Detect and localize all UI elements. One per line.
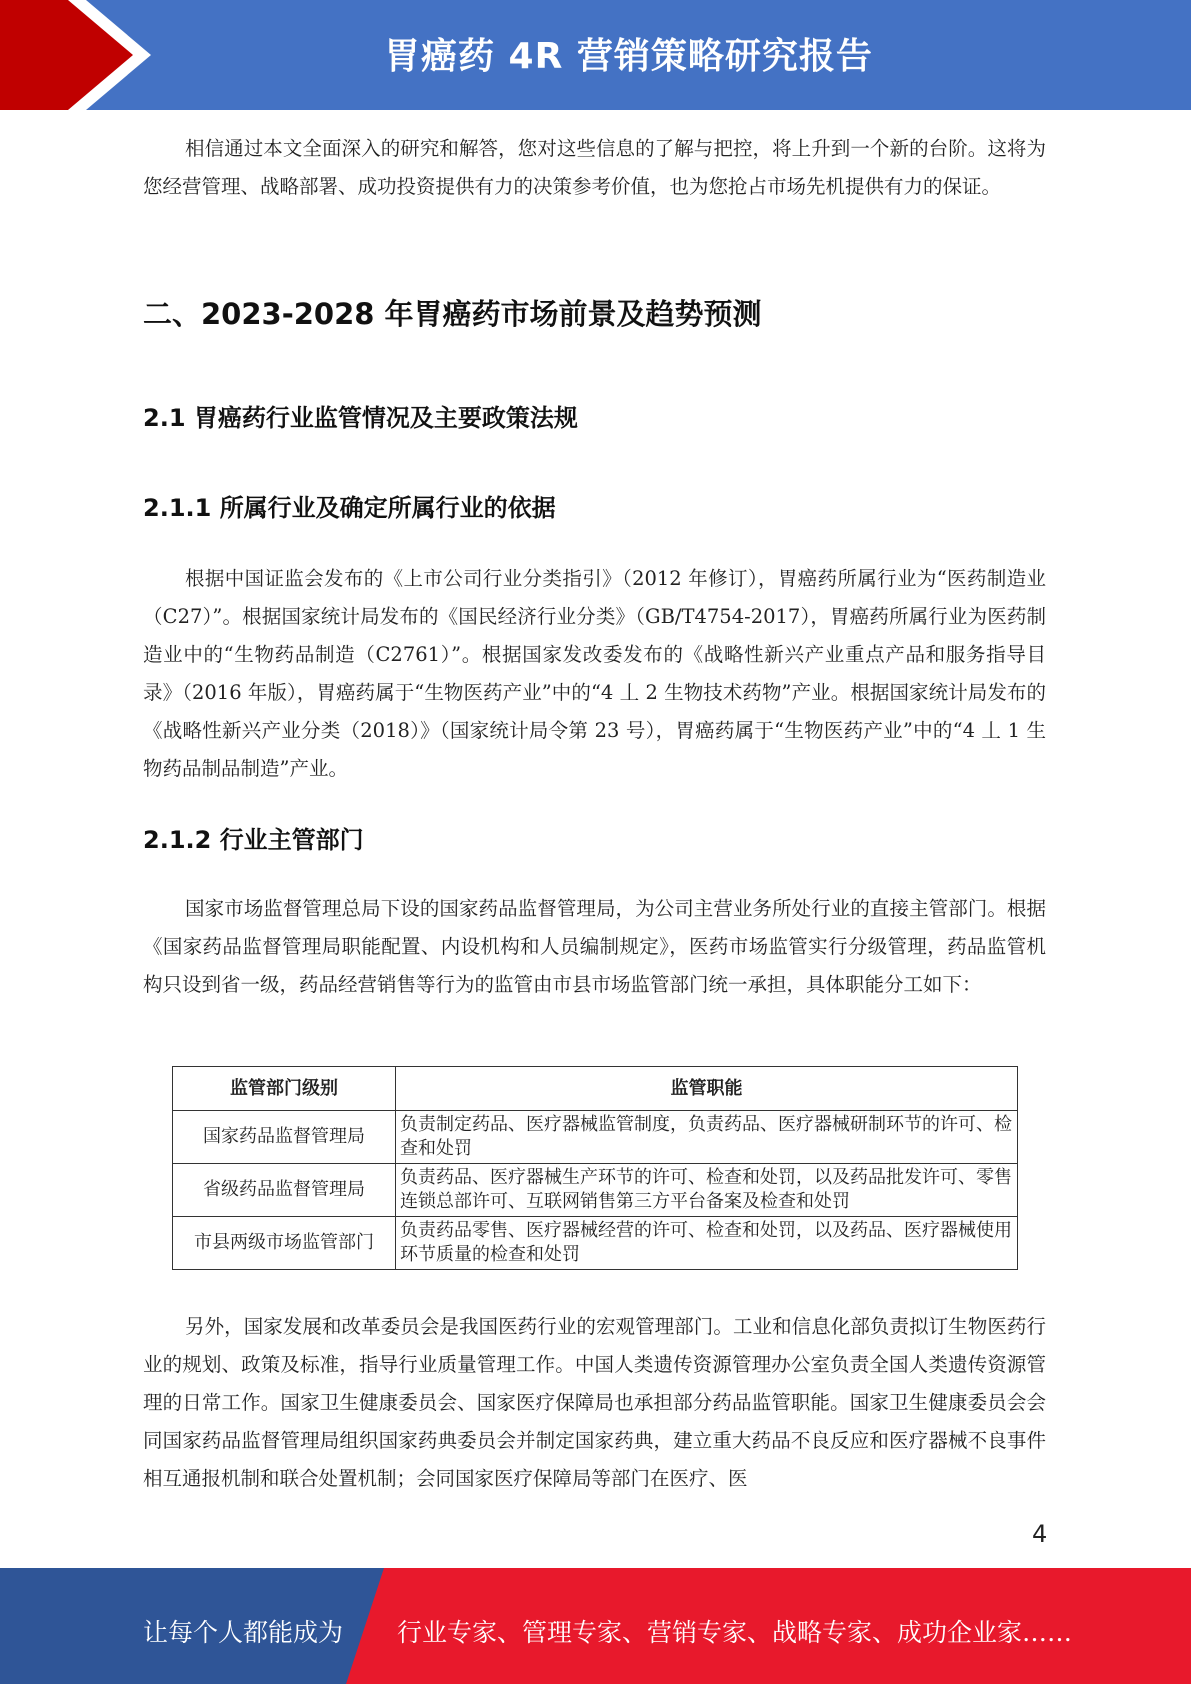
closing-paragraph: 另外，国家发展和改革委员会是我国医药行业的宏观管理部门。工业和信息化部负责拟订生物医药行业的规划、政策及标准，指导行业质量管理工作。中国人类遗传资源管理办公室负责全国人类遗传资源管理的日常工作。国家卫生健康委员会、国家医疗保障局也承担部分药品监管职能。国家卫生健康委员会会同国家药品监督管理局组织国家药典委员会并制定国家药典，建立重大药品不良反应和医疗器械不良事件相互通报机制和联合处置机制；会同国家医疗保障局等部门在医疗、医: [143, 1315, 1046, 1490]
page-number: 4: [1032, 1520, 1048, 1548]
table-cell-level: 国家药品监督管理局: [173, 1111, 396, 1164]
report-title: 胃癌药 4R 营销策略研究报告: [384, 36, 873, 77]
table-row: [173, 1217, 1018, 1270]
sub-heading-2-1-2: 2.1.2 行业主管部门: [143, 826, 364, 854]
table-cell-level: 省级药品监督管理局: [173, 1164, 396, 1217]
authority-block: [143, 890, 1046, 1004]
table-row: [173, 1111, 1018, 1164]
table-cell-function: 负责药品零售、医疗器械经营的许可、检查和处罚，以及药品、医疗器械使用环节质量的检查和处罚: [396, 1217, 1018, 1270]
sub-heading-2-1-1: 2.1.1 所属行业及确定所属行业的依据: [143, 494, 556, 522]
industry-basis-paragraph: 根据中国证监会发布的《上市公司行业分类指引》（2012 年修订），胃癌药所属行业为“医药制造业（C27）”。根据国家统计局发布的《国民经济行业分类》（GB/T4754-2017），胃癌药所属行业为医药制造业中的“生物药品制造（C2761）”。根据国家发改委发布的《战略性新兴产业重点产品和服务指导目录》（2016 年版），胃癌药属于“生物医药产业”中的“4 丄 2 生物技术药物”产业。根据国家统计局发布的《战略性新兴产业分类（2018）》（国家统计局令第 23 号），胃癌药属于“生物医药产业”中的“4 丄 1 生物药品制品制造”产业。: [143, 567, 1046, 780]
table-header-level: 监管部门级别: [173, 1067, 396, 1111]
industry-basis-block: [143, 560, 1046, 788]
authority-paragraph: 国家市场监督管理总局下设的国家药品监督管理局，为公司主营业务所处行业的直接主管部门。根据《国家药品监督管理局职能配置、内设机构和人员编制规定》，医药市场监管实行分级管理，药品监管机构只设到省一级，药品经营销售等行为的监管由市县市场监管部门统一承担，具体职能分工如下：: [143, 897, 1046, 996]
regulatory-table: [172, 1066, 1018, 1270]
closing-block: [143, 1308, 1046, 1498]
table-row: [173, 1164, 1018, 1217]
table-cell-function: 负责药品、医疗器械生产环节的许可、检查和处罚，以及药品批发许可、零售连锁总部许可、互联网销售第三方平台备案及检查和处罚: [396, 1164, 1018, 1217]
table-cell-level: 市县两级市场监管部门: [173, 1217, 396, 1270]
intro-paragraph: 相信通过本文全面深入的研究和解答，您对这些信息的了解与把控，将上升到一个新的台阶。这将为您经营管理、战略部署、成功投资提供有力的决策参考价值，也为您抢占市场先机提供有力的保证。: [143, 137, 1046, 198]
section-heading: 二、2023-2028 年胃癌药市场前景及趋势预测: [143, 297, 762, 331]
footer-slogan-right: 行业专家、管理专家、营销专家、战略专家、成功企业家……: [397, 1618, 1073, 1647]
intro-block: [143, 130, 1046, 206]
table-header-row: [173, 1067, 1018, 1111]
table-cell-function: 负责制定药品、医疗器械监管制度，负责药品、医疗器械研制环节的许可、检查和处罚: [396, 1111, 1018, 1164]
table-header-function: 监管职能: [396, 1067, 1018, 1111]
footer-slogan-left: 让每个人都能成为: [143, 1618, 344, 1647]
header-banner: [0, 0, 1191, 110]
red-chevron-decoration: [0, 0, 160, 110]
subsection-heading: 2.1 胃癌药行业监管情况及主要政策法规: [143, 404, 578, 432]
